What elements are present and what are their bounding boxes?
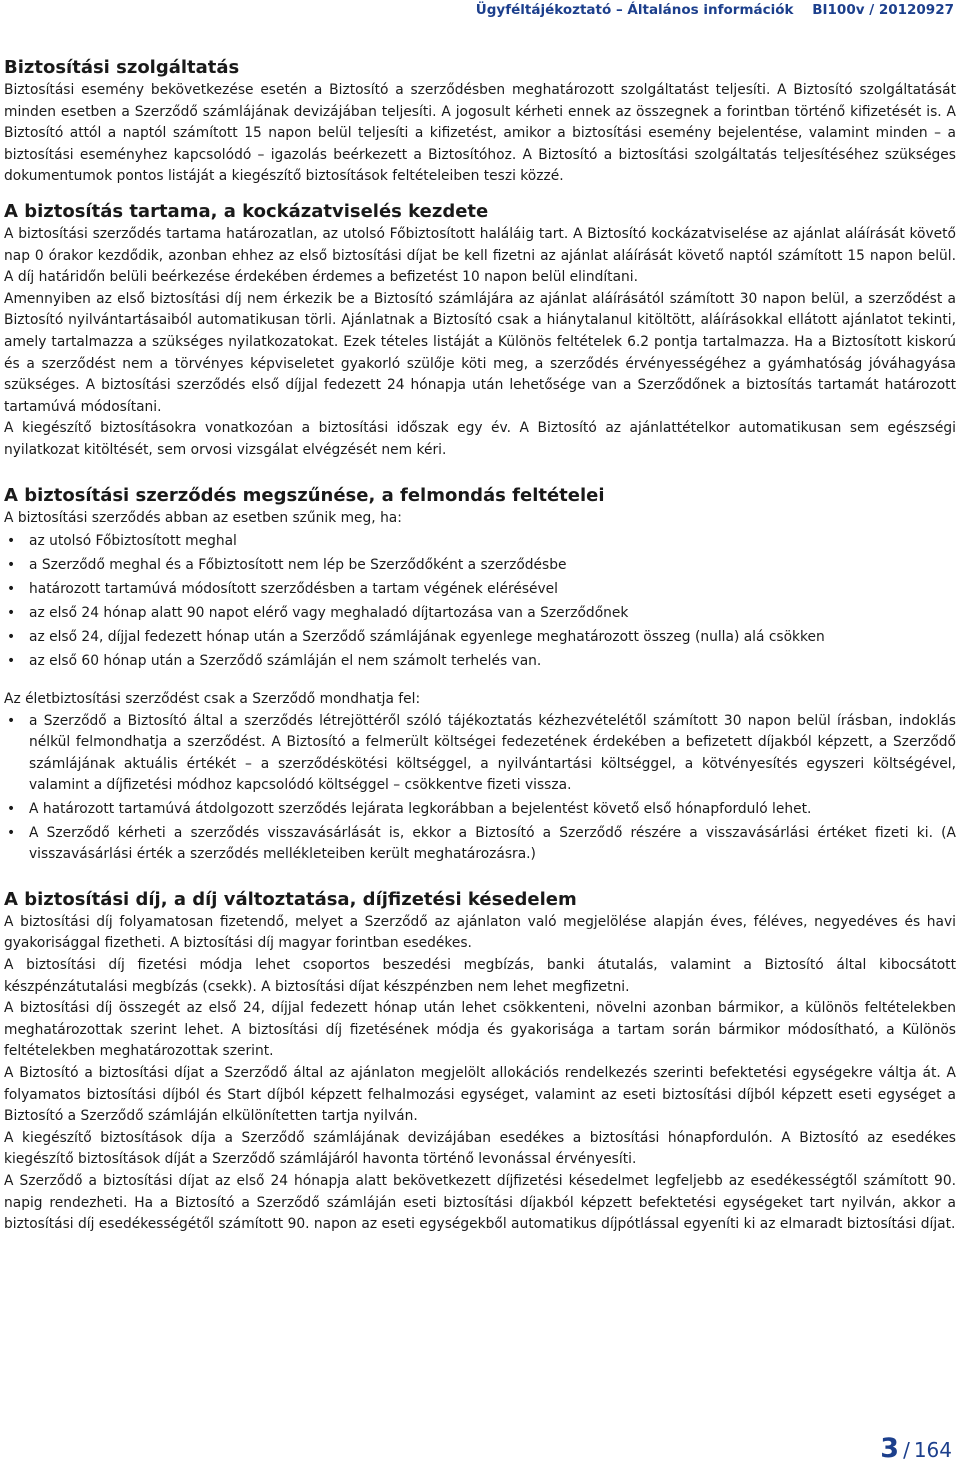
list-item	[4, 529, 956, 553]
page-number	[880, 1433, 952, 1464]
list-item	[4, 823, 956, 866]
list-item-text: az első 24, díjjal fedezett hónap után a Szerződő számlájának egyenlege meghatározott összeg (nulla) alá csökken	[29, 629, 825, 646]
section-dij-dijfizetes	[4, 888, 956, 1236]
section-heading: Biztosítási szolgáltatás	[4, 57, 240, 78]
list-item	[4, 601, 956, 625]
section-paragraph: A biztosítási díj folyamatosan fizetendő, melyet a Szerződő az ajánlaton való megjelölése alapján éves, féléves, negyedéves és havi gyakorisággal fizetheti. A biztosítási díj magyar forintban esedékes.	[4, 913, 956, 952]
list-intro: A biztosítási szerződés abban az esetben szűnik meg, ha:	[4, 509, 402, 526]
list-item	[4, 711, 956, 797]
section-paragraph: Biztosítási esemény bekövetkezése esetén a Biztosító a szerződésben meghatározott szolgáltatást teljesíti. A Biztosító szolgáltatását minden esetben a Szerződő számlájának devizájában teljesíti. A jogosult kérheti ennek az összegnek a forintban történő kifizetését is. A Biztosító attól a naptól számított 15 napon belül teljesíti a kifizetést, amikor a biztosítási esemény bejelentése, valamint minden – a biztosítási eseményhez kapcsolódó – igazolás beérkezett a Biztosítóhoz. A Biztosító a biztosítási szolgáltatás teljesítéséhez szükséges dokumentumok pontos listáját a kiegészítő biztosítások feltételeiben teszi közzé.	[4, 82, 956, 185]
section-paragraph: A biztosítási díj fizetési módja lehet csoportos beszedési megbízás, banki átutalás, valamint a Biztosító által kibocsátott készpénzátutalási megbízás (csekk). A biztosítási díjat készpénzben nem lehet megfizetni.	[4, 957, 956, 995]
section-paragraph: Amennyiben az első biztosítási díj nem érkezik be a Biztosító számlájára az ajánlat aláírásától számított 30 napon belül, a szerződést a Biztosító nyilvántartásaiból automatikusan törli. Ajánlatnak a Biztosító csak a hiánytalanul kitöltött, aláírásokkal ellátott ajánlatot tekinti, amely tartalmazza a szükséges nyilatkozatokat. Ezek tételes listáját a Különös feltételek 6.2 pontja tartalmazza. Ha a Biztosított kiskorú és a szerződést nem a törvényes képviseletet gyakorló szülője köti meg, a szerződés érvényességéhez a gyámhatóság jóváhagyása szükséges. A biztosítási szerződés első díjjal fedezett 24 hónapja után lehetősége van a Szerződőnek a biztosítás tartamát határozott tartamúvá módosítani.	[4, 290, 956, 415]
bullet-icon: •	[7, 605, 16, 622]
bullet-icon: •	[7, 653, 16, 670]
list-item	[4, 799, 956, 821]
document-title: Ügyféltájékoztató – Általános információk	[475, 2, 794, 18]
list-item-text: A Szerződő kérheti a szerződés visszavásárlását is, ekkor a Biztosító a Szerződő részére a visszavásárlási értéket fizeti ki. (A visszavásárlási érték a szerződés mellékleteiben került meghatározásra.)	[29, 824, 956, 863]
section-paragraph: A Szerződő a biztosítási díjat az első 24 hónapja alatt bekövetkezett díjfizetési késedelmet legfeljebb az esedékességtől számított 90. napig rendezheti. Ha a Biztosító a Szerződő számláján eseti biztosítási díjakból képzett befektetési egységeket tart nyilván, akkor a biztosítási díj esedékességétől számított 90. napon az eseti egységekből automatikus díjpótlással egyeníti ki az elmaradt biztosítási díjat.	[4, 1172, 956, 1233]
bullet-icon: •	[7, 712, 16, 729]
bullet-icon: •	[7, 801, 16, 818]
bullet-icon: •	[7, 557, 16, 574]
list-item-text: A határozott tartamúvá átdolgozott szerződés lejárata legkorábban a bejelentést követő első hónapforduló lehet.	[29, 801, 812, 818]
section-heading: A biztosítás tartama, a kockázatviselés kezdete	[4, 200, 489, 222]
section-tartam-kockazatviseles	[4, 200, 956, 462]
bullet-icon: •	[7, 824, 16, 841]
section-paragraph: A biztosítási szerződés tartama határozatlan, az utolsó Főbiztosított haláláig tart. A Biztosító kockázatviselése az ajánlat aláírását követő nap 0 órakor kezdődik, azonban ehhez az első biztosítási díjat be kell fizetni az ajánlat aláírását követő naptól számított 15 napon belül. A díj határidőn belüli beérkezése érdekében érdemes a befizetést 10 napon belül elindítani.	[4, 225, 956, 286]
list-item-text: az első 24 hónap alatt 90 napot elérő vagy meghaladó díjtartozása van a Szerződőnek	[29, 605, 629, 622]
list-intro: Az életbiztosítási szerződést csak a Szerződő mondhatja fel:	[4, 691, 421, 708]
bullet-icon: •	[7, 581, 16, 598]
current-page: 3	[880, 1433, 900, 1464]
list-item-text: határozott tartamúvá módosított szerződésben a tartam végének elérésével	[29, 581, 558, 598]
section-heading: A biztosítási szerződés megszűnése, a felmondás feltételei	[4, 484, 605, 506]
section-paragraph: A kiegészítő biztosításokra vonatkozóan a biztosítási időszak egy év. A Biztosító az ajánlattételkor automatikusan sem egészségi nyilatkozat kitöltését, sem orvosi vizsgálat elvégzését nem kéri.	[4, 420, 956, 458]
list-item	[4, 577, 956, 601]
section-megszunes-felmondas	[4, 484, 956, 866]
page-separator: /	[903, 1438, 910, 1462]
list-item	[4, 649, 956, 673]
bullet-icon: •	[7, 533, 16, 550]
section-paragraph: A biztosítási díj összegét az első 24, díjjal fedezett hónap után lehet csökkenteni, növelni azonban bármikor, a különös feltételekben meghatározottak szerint lehet. A biztosítási díj fizetésének módja és gyakorisága a tartam során bármikor módosítható, a Különös feltételekben meghatározottak szerint.	[4, 1000, 956, 1060]
bullet-icon: •	[7, 629, 16, 646]
page-header	[476, 2, 954, 18]
list-item	[4, 553, 956, 577]
list-item	[4, 625, 956, 649]
list-item-text: a Szerződő a Biztosító által a szerződés létrejöttéről szóló tájékoztatás kézhezvételétől számított 30 napon belül írásban, indoklás nélkül felmondhatja a szerződést. A Biztosító a felmerült költségei fedezetének érdekében a befizetett díjakból képzett, a Szerződő számlájának aktuális értékét – a szerződéskötési költséggel, a nyilvántartási költséggel, a kötvényesítés egyszeri költségével, valamint a díjfizetési módhoz kapcsolódó költséggel – csökkentve fizeti vissza.	[29, 712, 956, 794]
list-item-text: az utolsó Főbiztosított meghal	[29, 533, 237, 550]
list-item-text: az első 60 hónap után a Szerződő számláján el nem számolt terhelés van.	[29, 653, 542, 670]
cancellation-list	[4, 711, 956, 866]
document-code: BI100v / 20120927	[812, 2, 954, 18]
section-paragraph: A kiegészítő biztosítások díja a Szerződő számlájának devizájában esedékes a biztosítási hónapfordulón. A Biztosító az esedékes kiegészítő biztosítások díját a Szerződő számlájáról havonta történő levonással érvényesíti.	[4, 1129, 956, 1168]
document-body	[4, 56, 956, 1236]
section-paragraph: A Biztosító a biztosítási díjat a Szerződő által az ajánlaton megjelölt allokációs rendelkezés szerinti befektetési egységekre váltja át. A folyamatos biztosítási díjból és Start díjból képzett felhalmozási egységet, valamint az eseti biztosítási díjból képzett eseti egységet a Biztosító a Szerződő számláján elkülönítetten tartja nyilván.	[4, 1065, 956, 1125]
section-biztositasi-szolgaltatas	[4, 56, 956, 188]
section-heading: A biztosítási díj, a díj változtatása, díjfizetési késedelem	[4, 888, 577, 910]
termination-conditions-list	[4, 529, 956, 673]
total-pages: 164	[913, 1438, 952, 1462]
list-item-text: a Szerződő meghal és a Főbiztosított nem lép be Szerződőként a szerződésbe	[29, 557, 567, 574]
